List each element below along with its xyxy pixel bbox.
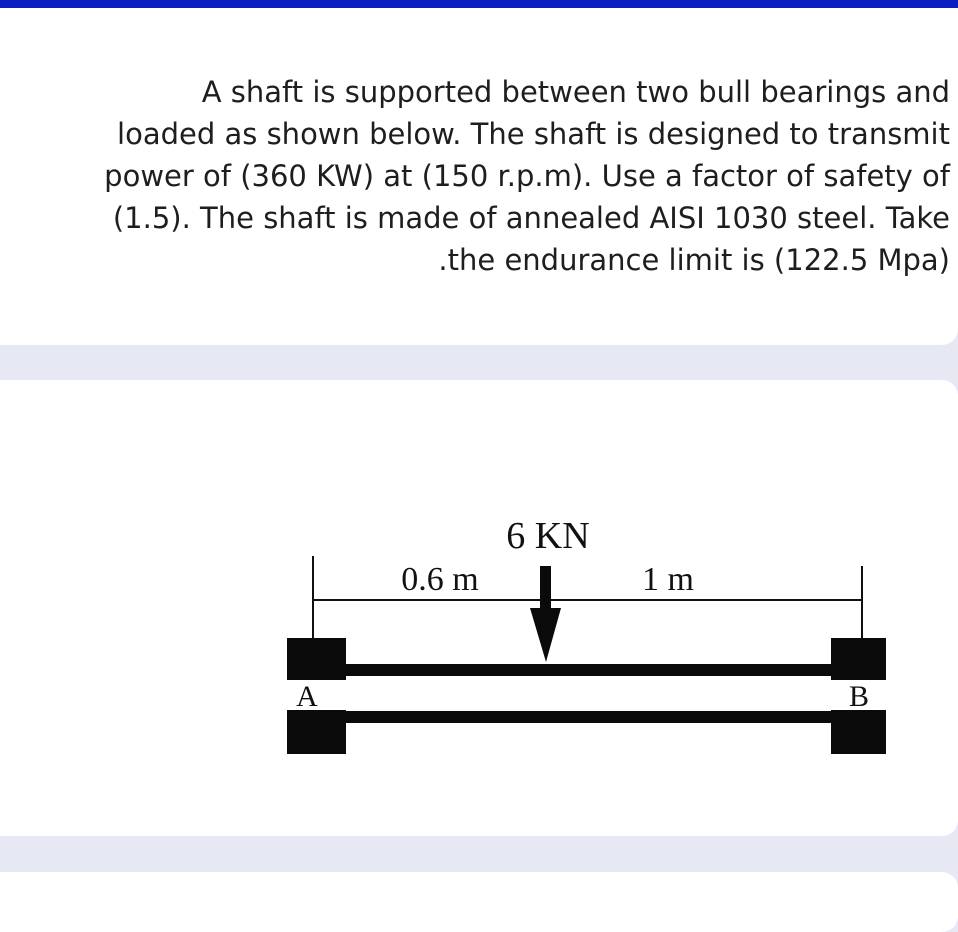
bearing-b-label: B: [848, 680, 870, 713]
left-span-label: 0.6 m: [401, 561, 479, 598]
bearing-b-top: [831, 638, 886, 680]
shaft-top-edge: [340, 664, 834, 676]
bearing-a-label: A: [296, 680, 318, 713]
question-text: A shaft is supported between two bull bearings and loaded as shown below. The shaft is designed to transmit power of (360 KW) at (150 r.p.m). Use a factor of safety of (1.5). The shaft is made of annealed AISI 1030 steel. Take .the endurance limit is (122.5 Mpa): [104, 75, 950, 277]
bearing-a-top: [287, 638, 346, 680]
bearing-b-bottom: [831, 710, 886, 754]
bearing-a-bottom: [287, 710, 346, 754]
load-arrow-head: [530, 608, 561, 662]
next-card: [0, 872, 958, 932]
shaft-bottom-edge: [340, 711, 834, 723]
load-label: 6 KN: [506, 515, 590, 557]
right-span-label: 1 m: [642, 561, 694, 598]
